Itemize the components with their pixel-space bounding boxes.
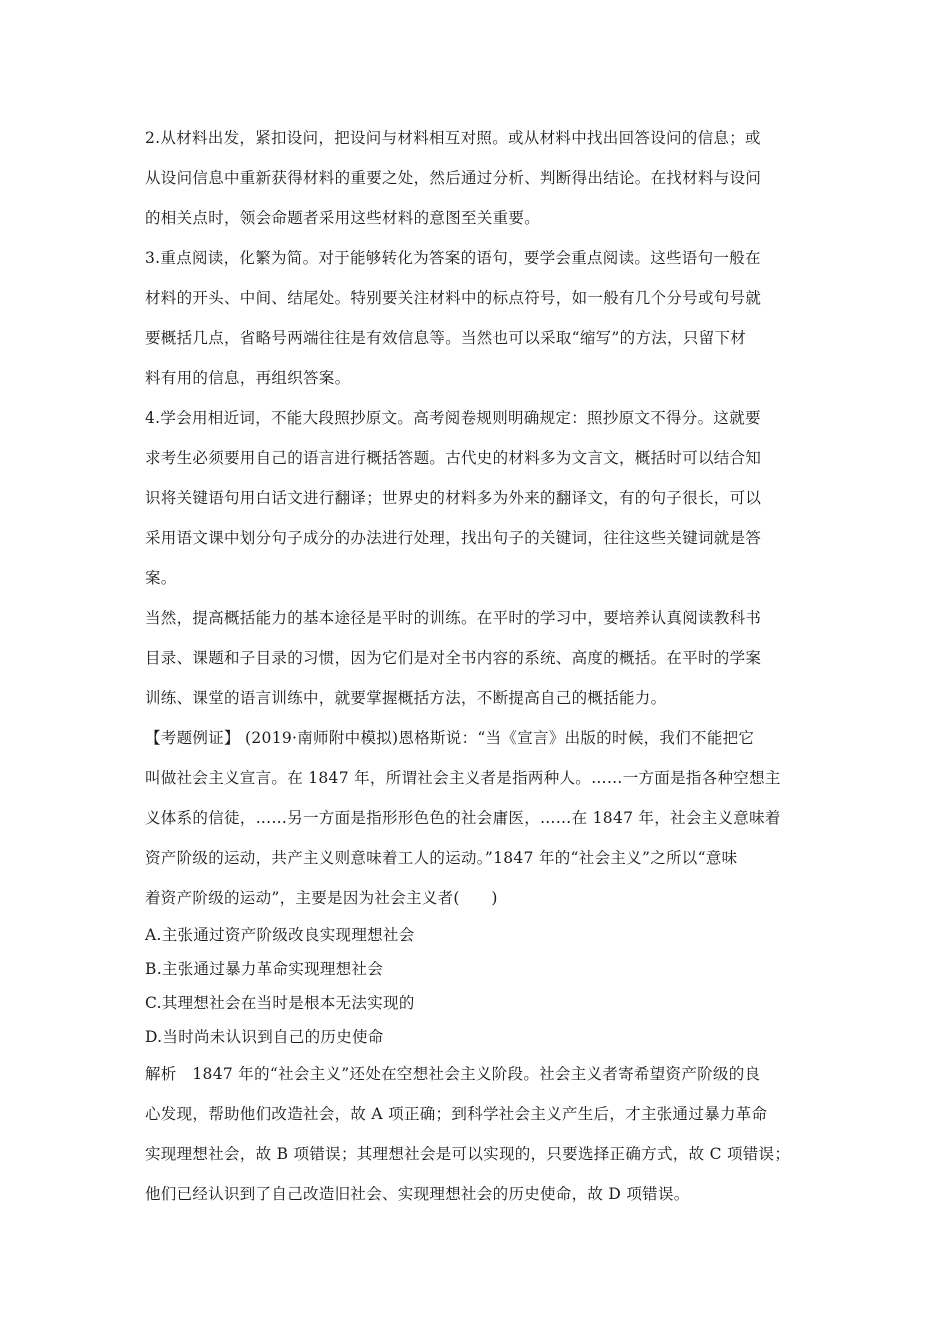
- text-line: 从设问信息中重新获得材料的重要之处，然后通过分析、判断得出结论。在找材料与设问: [145, 169, 762, 187]
- text-line: 目录、课题和子目录的习惯，因为它们是对全书内容的系统、高度的概括。在平时的学案: [145, 649, 762, 667]
- option-d: D.当时尚未认识到自己的历史使命: [145, 1028, 384, 1046]
- text-line: 叫做社会主义宣言。在 1847 年，所谓社会主义者是指两种人。……一方面是指各种空想主: [145, 769, 781, 787]
- text-line: 训练、课堂的语言训练中，就要掌握概括方法，不断提高自己的概括能力。: [145, 689, 667, 707]
- text-line: 心发现，帮助他们改造社会，故 A 项正确；到科学社会主义产生后，才主张通过暴力革命: [145, 1105, 768, 1123]
- text-line: 采用语文课中划分句子成分的办法进行处理，找出句子的关键词，往往这些关键词就是答: [145, 529, 762, 547]
- exam-example: [145, 718, 815, 918]
- paragraph-training: [145, 598, 815, 718]
- text-line: 4.学会用相近词，不能大段照抄原文。高考阅卷规则明确规定：照抄原文不得分。这就要: [145, 409, 761, 427]
- text-line: 的相关点时，领会命题者采用这些材料的意图至关重要。: [145, 209, 541, 227]
- text-line: 识将关键语句用白话文进行翻译；世界史的材料多为外来的翻译文，有的句子很长，可以: [145, 489, 762, 507]
- text-line: 料有用的信息，再组织答案。: [145, 369, 351, 387]
- paragraph-point-3: [145, 238, 815, 398]
- text-line: 资产阶级的运动，共产主义则意味着工人的运动。”1847 年的“社会主义”之所以“意味: [145, 849, 738, 867]
- text-line: 解析 1847 年的“社会主义”还处在空想社会主义阶段。社会主义者寄希望资产阶级的良: [145, 1065, 761, 1083]
- paragraph-point-2: [145, 118, 815, 238]
- option-a: A.主张通过资产阶级改良实现理想社会: [145, 926, 415, 944]
- text-line: 案。: [145, 569, 177, 587]
- text-line: 2.从材料出发，紧扣设问，把设问与材料相互对照。或从材料中找出回答设问的信息；或: [145, 129, 761, 147]
- text-line: 着资产阶级的运动”，主要是因为社会主义者( ): [145, 889, 498, 907]
- option-b: B.主张通过暴力革命实现理想社会: [145, 960, 384, 978]
- document-page: [145, 118, 815, 1214]
- text-line: 3.重点阅读，化繁为简。对于能够转化为答案的语句，要学会重点阅读。这些语句一般在: [145, 249, 761, 267]
- text-line: 他们已经认识到了自己改造旧社会、实现理想社会的历史使命，故 D 项错误。: [145, 1185, 690, 1203]
- text-line: 实现理想社会，故 B 项错误；其理想社会是可以实现的，只要选择正确方式，故 C 项错误；: [145, 1145, 791, 1163]
- analysis: [145, 1054, 815, 1214]
- text-line: 【考题例证】 (2019·南师附中模拟)恩格斯说：“当《宣言》出版的时候，我们不能把它: [145, 729, 755, 747]
- paragraph-point-4: [145, 398, 815, 598]
- option-c: C.其理想社会在当时是根本无法实现的: [145, 994, 415, 1012]
- text-line: 材料的开头、中间、结尾处。特别要关注材料中的标点符号，如一般有几个分号或句号就: [145, 289, 762, 307]
- answer-options: [145, 918, 815, 1054]
- text-line: 要概括几点，省略号两端往往是有效信息等。当然也可以采取“缩写”的方法，只留下材: [145, 329, 747, 347]
- text-line: 义体系的信徒，……另一方面是指形形色色的社会庸医，……在 1847 年，社会主义意味着: [145, 809, 781, 827]
- text-line: 求考生必须要用自己的语言进行概括答题。古代史的材料多为文言文，概括时可以结合知: [145, 449, 762, 467]
- text-line: 当然，提高概括能力的基本途径是平时的训练。在平时的学习中，要培养认真阅读教科书: [145, 609, 762, 627]
